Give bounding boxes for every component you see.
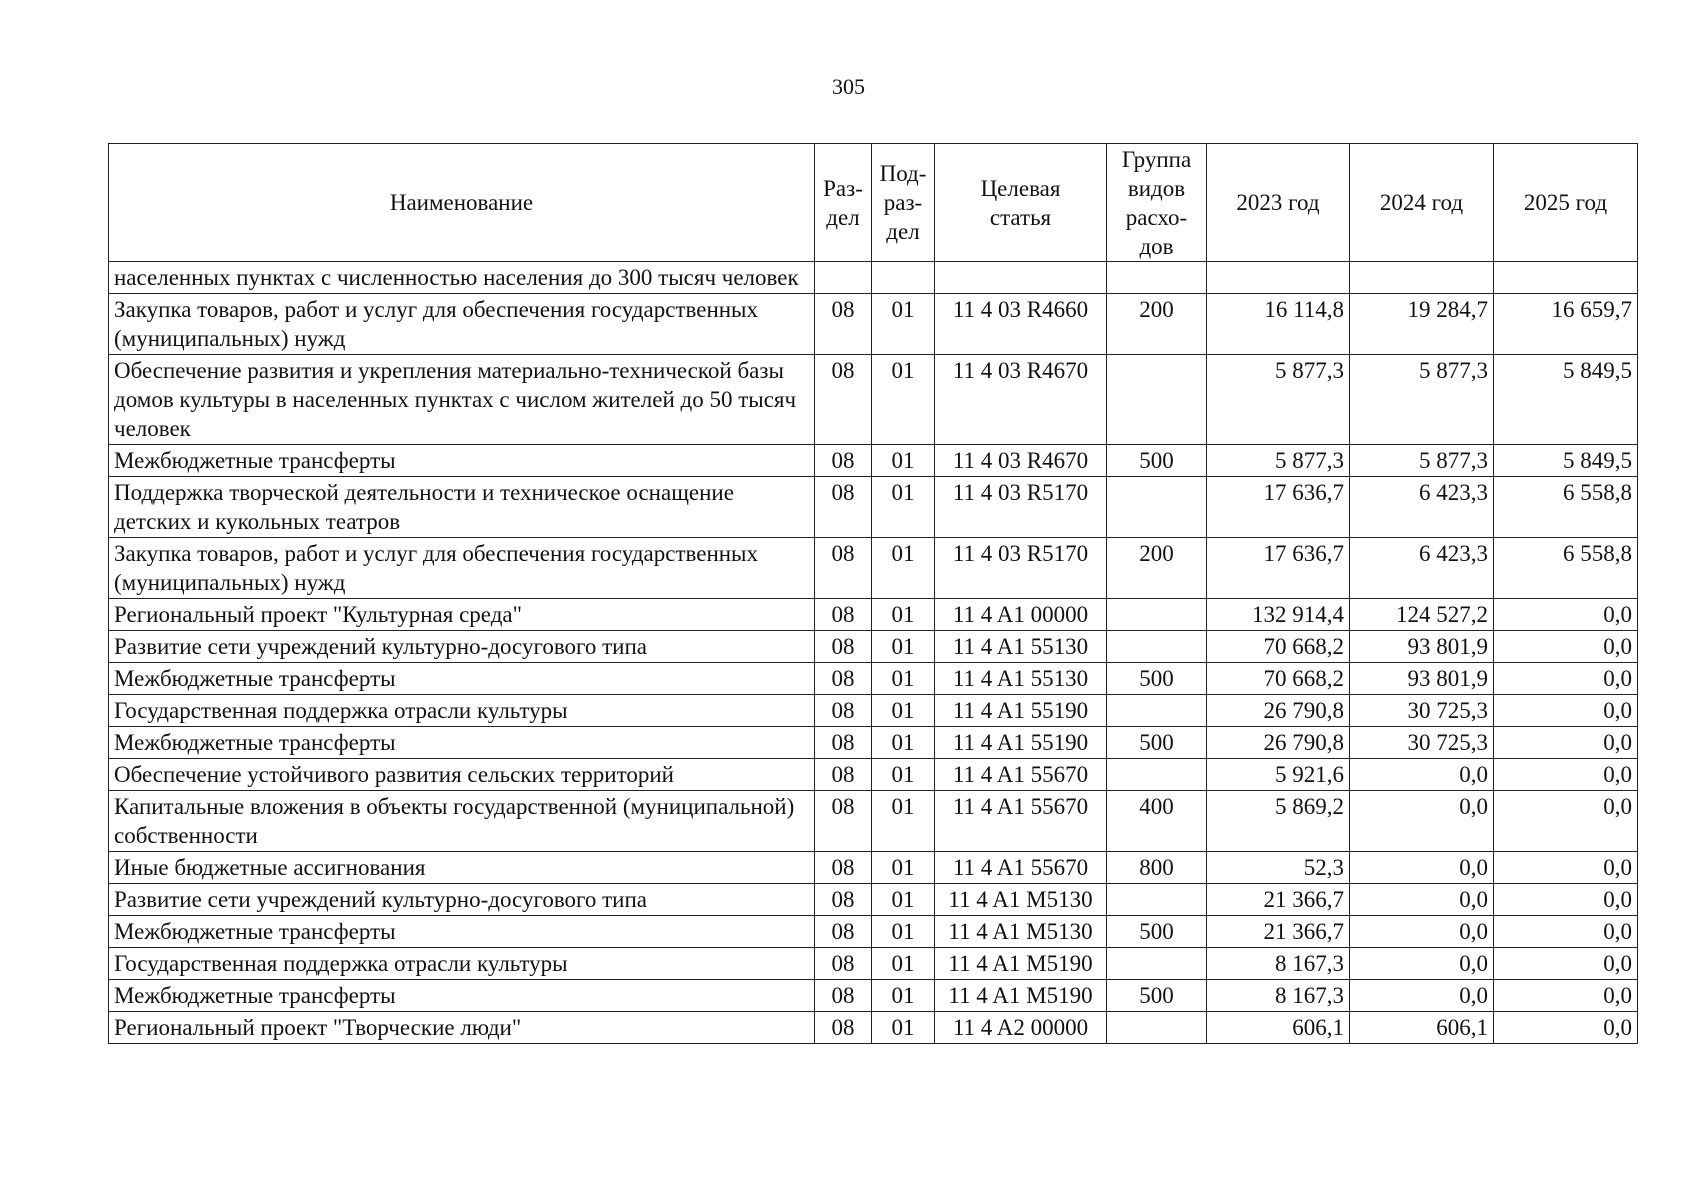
cell-podrazdel: 01: [872, 695, 935, 727]
cell-2024: 0,0: [1350, 980, 1494, 1012]
cell-razdel: 08: [815, 1012, 872, 1044]
cell-2024: 124 527,2: [1350, 599, 1494, 631]
cell-razdel: 08: [815, 884, 872, 916]
table-row: [109, 884, 1638, 916]
cell-podrazdel: 01: [872, 1012, 935, 1044]
cell-razdel: 08: [815, 538, 872, 599]
cell-2025: 0,0: [1494, 727, 1638, 759]
cell-gruppa: 500: [1107, 663, 1207, 695]
cell-2024: 606,1: [1350, 1012, 1494, 1044]
cell-2025: 0,0: [1494, 759, 1638, 791]
cell-2024: 6 423,3: [1350, 538, 1494, 599]
cell-2023: 17 636,7: [1207, 477, 1350, 538]
cell-podrazdel: 01: [872, 631, 935, 663]
cell-razdel: 08: [815, 477, 872, 538]
cell-name: Межбюджетные трансферты: [109, 916, 815, 948]
cell-razdel: 08: [815, 663, 872, 695]
budget-table: [108, 143, 1638, 1044]
table-row: [109, 852, 1638, 884]
cell-2024: 93 801,9: [1350, 631, 1494, 663]
cell-2024: 30 725,3: [1350, 695, 1494, 727]
cell-tselevaya-statya: 11 4 A1 55670: [935, 759, 1107, 791]
cell-podrazdel: 01: [872, 477, 935, 538]
cell-2024: 5 877,3: [1350, 445, 1494, 477]
cell-gruppa: [1107, 599, 1207, 631]
table-row: [109, 791, 1638, 852]
cell-2023: 52,3: [1207, 852, 1350, 884]
cell-2023: 70 668,2: [1207, 631, 1350, 663]
table-row: [109, 294, 1638, 355]
cell-2025: 0,0: [1494, 631, 1638, 663]
cell-name: Закупка товаров, работ и услуг для обеспечения государственных (муниципальных) нужд: [109, 294, 815, 355]
cell-2024: 0,0: [1350, 916, 1494, 948]
cell-name: населенных пунктах с численностью населения до 300 тысяч человек: [109, 262, 815, 294]
cell-razdel: 08: [815, 445, 872, 477]
cell-2024: 93 801,9: [1350, 663, 1494, 695]
cell-tselevaya-statya: 11 4 03 R4670: [935, 355, 1107, 445]
table-row: [109, 599, 1638, 631]
cell-tselevaya-statya: 11 4 A1 M5190: [935, 948, 1107, 980]
cell-2023: 5 921,6: [1207, 759, 1350, 791]
cell-name: Поддержка творческой деятельности и техническое оснащение детских и кукольных театров: [109, 477, 815, 538]
cell-gruppa: 500: [1107, 445, 1207, 477]
header-podrazdel: Под- раз- дел: [872, 144, 935, 262]
cell-2024: 0,0: [1350, 791, 1494, 852]
cell-2025: [1494, 262, 1638, 294]
cell-2023: 5 877,3: [1207, 355, 1350, 445]
cell-razdel: 08: [815, 695, 872, 727]
cell-podrazdel: 01: [872, 791, 935, 852]
cell-gruppa: [1107, 477, 1207, 538]
cell-razdel: 08: [815, 759, 872, 791]
cell-2025: 0,0: [1494, 884, 1638, 916]
cell-name: Иные бюджетные ассигнования: [109, 852, 815, 884]
cell-tselevaya-statya: 11 4 A1 M5130: [935, 916, 1107, 948]
cell-podrazdel: 01: [872, 916, 935, 948]
cell-podrazdel: 01: [872, 294, 935, 355]
cell-razdel: 08: [815, 355, 872, 445]
cell-tselevaya-statya: 11 4 03 R5170: [935, 538, 1107, 599]
cell-2025: 0,0: [1494, 663, 1638, 695]
cell-2023: 606,1: [1207, 1012, 1350, 1044]
cell-2025: 0,0: [1494, 916, 1638, 948]
cell-2023: 17 636,7: [1207, 538, 1350, 599]
cell-2024: 19 284,7: [1350, 294, 1494, 355]
table-header-row: [109, 144, 1638, 262]
cell-gruppa: [1107, 1012, 1207, 1044]
cell-2024: 0,0: [1350, 759, 1494, 791]
cell-gruppa: [1107, 262, 1207, 294]
table-row: [109, 948, 1638, 980]
cell-podrazdel: 01: [872, 538, 935, 599]
table-row: [109, 477, 1638, 538]
cell-name: Развитие сети учреждений культурно-досугового типа: [109, 884, 815, 916]
cell-name: Государственная поддержка отрасли культуры: [109, 695, 815, 727]
cell-podrazdel: 01: [872, 759, 935, 791]
cell-razdel: 08: [815, 294, 872, 355]
cell-name: Межбюджетные трансферты: [109, 663, 815, 695]
cell-2025: 5 849,5: [1494, 355, 1638, 445]
cell-podrazdel: 01: [872, 980, 935, 1012]
cell-name: Развитие сети учреждений культурно-досугового типа: [109, 631, 815, 663]
cell-name: Государственная поддержка отрасли культуры: [109, 948, 815, 980]
cell-podrazdel: 01: [872, 599, 935, 631]
cell-2023: 8 167,3: [1207, 980, 1350, 1012]
cell-2023: 21 366,7: [1207, 916, 1350, 948]
cell-podrazdel: 01: [872, 355, 935, 445]
cell-2023: 16 114,8: [1207, 294, 1350, 355]
cell-tselevaya-statya: 11 4 03 R4670: [935, 445, 1107, 477]
cell-podrazdel: 01: [872, 727, 935, 759]
cell-tselevaya-statya: 11 4 A1 M5130: [935, 884, 1107, 916]
cell-2023: 21 366,7: [1207, 884, 1350, 916]
cell-name: Региональный проект "Творческие люди": [109, 1012, 815, 1044]
cell-name: Межбюджетные трансферты: [109, 727, 815, 759]
cell-2025: 6 558,8: [1494, 538, 1638, 599]
table-row: [109, 980, 1638, 1012]
cell-2024: 5 877,3: [1350, 355, 1494, 445]
cell-tselevaya-statya: 11 4 A1 00000: [935, 599, 1107, 631]
cell-tselevaya-statya: 11 4 A1 55670: [935, 791, 1107, 852]
cell-2023: 5 869,2: [1207, 791, 1350, 852]
cell-tselevaya-statya: 11 4 03 R4660: [935, 294, 1107, 355]
cell-2023: 5 877,3: [1207, 445, 1350, 477]
cell-gruppa: [1107, 695, 1207, 727]
table-row: [109, 1012, 1638, 1044]
table-row: [109, 916, 1638, 948]
cell-podrazdel: 01: [872, 852, 935, 884]
cell-name: Обеспечение устойчивого развития сельских территорий: [109, 759, 815, 791]
cell-razdel: 08: [815, 631, 872, 663]
cell-name: Региональный проект "Культурная среда": [109, 599, 815, 631]
cell-2023: 132 914,4: [1207, 599, 1350, 631]
table-row: [109, 445, 1638, 477]
cell-2025: 5 849,5: [1494, 445, 1638, 477]
cell-2025: 0,0: [1494, 980, 1638, 1012]
cell-2024: 30 725,3: [1350, 727, 1494, 759]
cell-gruppa: 500: [1107, 916, 1207, 948]
cell-name: Обеспечение развития и укрепления материально-технической базы домов культуры в населенных пунктах с числом жителей до 50 тысяч человек: [109, 355, 815, 445]
cell-podrazdel: [872, 262, 935, 294]
cell-2025: 0,0: [1494, 1012, 1638, 1044]
cell-podrazdel: 01: [872, 948, 935, 980]
cell-gruppa: [1107, 884, 1207, 916]
cell-podrazdel: 01: [872, 663, 935, 695]
table-row: [109, 631, 1638, 663]
cell-razdel: 08: [815, 727, 872, 759]
cell-razdel: 08: [815, 852, 872, 884]
cell-razdel: 08: [815, 980, 872, 1012]
cell-2024: 0,0: [1350, 852, 1494, 884]
cell-name: Межбюджетные трансферты: [109, 980, 815, 1012]
cell-tselevaya-statya: 11 4 A1 M5190: [935, 980, 1107, 1012]
table-row: [109, 695, 1638, 727]
cell-2023: 70 668,2: [1207, 663, 1350, 695]
cell-podrazdel: 01: [872, 445, 935, 477]
cell-gruppa: [1107, 631, 1207, 663]
cell-tselevaya-statya: 11 4 A1 55130: [935, 663, 1107, 695]
cell-name: Закупка товаров, работ и услуг для обеспечения государственных (муниципальных) нужд: [109, 538, 815, 599]
cell-2023: 8 167,3: [1207, 948, 1350, 980]
cell-name: Межбюджетные трансферты: [109, 445, 815, 477]
cell-gruppa: 200: [1107, 538, 1207, 599]
cell-2025: 0,0: [1494, 599, 1638, 631]
cell-gruppa: [1107, 948, 1207, 980]
cell-tselevaya-statya: 11 4 A1 55670: [935, 852, 1107, 884]
cell-gruppa: [1107, 355, 1207, 445]
header-2023: 2023 год: [1207, 144, 1350, 262]
cell-2023: 26 790,8: [1207, 695, 1350, 727]
header-gruppa-vidov-raskhodov: Группа видов расхо- дов: [1107, 144, 1207, 262]
cell-tselevaya-statya: 11 4 A1 55190: [935, 727, 1107, 759]
table-row: [109, 663, 1638, 695]
cell-tselevaya-statya: 11 4 A1 55130: [935, 631, 1107, 663]
cell-razdel: 08: [815, 916, 872, 948]
cell-2024: 6 423,3: [1350, 477, 1494, 538]
cell-tselevaya-statya: 11 4 A1 55190: [935, 695, 1107, 727]
cell-gruppa: 400: [1107, 791, 1207, 852]
cell-2024: 0,0: [1350, 884, 1494, 916]
header-tselevaya-statya: Целевая статья: [935, 144, 1107, 262]
cell-tselevaya-statya: 11 4 03 R5170: [935, 477, 1107, 538]
cell-2025: 16 659,7: [1494, 294, 1638, 355]
cell-2023: 26 790,8: [1207, 727, 1350, 759]
table-row: [109, 759, 1638, 791]
header-2024: 2024 год: [1350, 144, 1494, 262]
cell-gruppa: 200: [1107, 294, 1207, 355]
cell-2025: 0,0: [1494, 948, 1638, 980]
page-number: 305: [832, 74, 865, 99]
cell-razdel: 08: [815, 948, 872, 980]
cell-2023: [1207, 262, 1350, 294]
cell-name: Капитальные вложения в объекты государственной (муниципальной) собственности: [109, 791, 815, 852]
cell-gruppa: 800: [1107, 852, 1207, 884]
cell-2025: 0,0: [1494, 695, 1638, 727]
cell-gruppa: 500: [1107, 980, 1207, 1012]
cell-razdel: [815, 262, 872, 294]
cell-gruppa: 500: [1107, 727, 1207, 759]
table-body: [109, 262, 1638, 1044]
table-row: [109, 355, 1638, 445]
cell-2024: 0,0: [1350, 948, 1494, 980]
cell-2025: 0,0: [1494, 791, 1638, 852]
header-2025: 2025 год: [1494, 144, 1638, 262]
cell-podrazdel: 01: [872, 884, 935, 916]
header-name: Наименование: [109, 144, 815, 262]
table-row: [109, 262, 1638, 294]
cell-2025: 6 558,8: [1494, 477, 1638, 538]
cell-2024: [1350, 262, 1494, 294]
cell-tselevaya-statya: [935, 262, 1107, 294]
header-razdel: Раз- дел: [815, 144, 872, 262]
cell-2025: 0,0: [1494, 852, 1638, 884]
cell-tselevaya-statya: 11 4 A2 00000: [935, 1012, 1107, 1044]
table-row: [109, 727, 1638, 759]
cell-razdel: 08: [815, 791, 872, 852]
cell-gruppa: [1107, 759, 1207, 791]
table-row: [109, 538, 1638, 599]
cell-razdel: 08: [815, 599, 872, 631]
